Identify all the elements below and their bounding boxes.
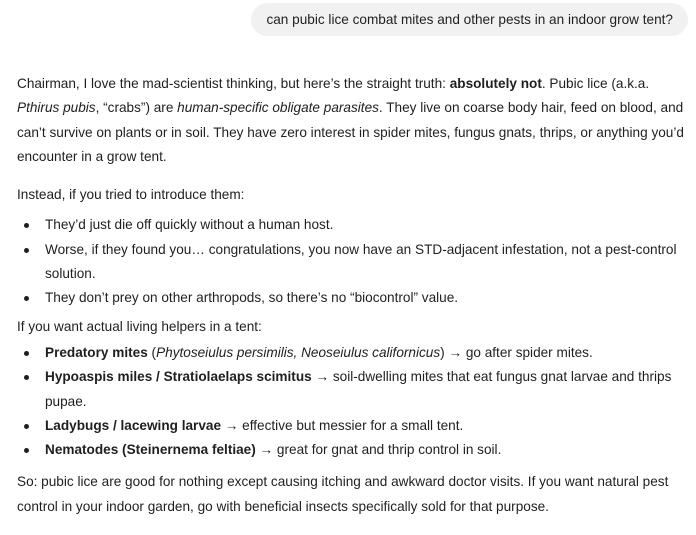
emphasis-text: absolutely not (449, 76, 542, 91)
text-segment: ) → go after spider mites. (440, 344, 593, 360)
bullet-list-2 (17, 341, 685, 462)
text-segment: , “crabs”) are (95, 100, 178, 116)
list-item (17, 438, 685, 462)
response-paragraph-3: If you want actual living helpers in a tent: (17, 318, 262, 334)
text-segment: . They live on coarse body hair, feed on blood, and can’t survive on plants or in soil. They have zero interest in spider mites, fungus gnats, thrips, or anything you’d encounter in a grow tent. (17, 100, 684, 164)
list-item: They don’t prey on other arthropods, so there’s no “biocontrol” value. (17, 286, 685, 310)
user-message-bubble: can pubic lice combat mites and other pests in an indoor grow tent? (251, 3, 688, 36)
text-segment: → great for gnat and thrip control in soil. (255, 442, 502, 458)
italic-text: human-specific obligate parasites (177, 100, 379, 116)
text-segment: ( (147, 344, 157, 360)
list-item (17, 414, 685, 438)
list-item (17, 365, 685, 414)
list-item: They’d just die off quickly without a human host. (17, 213, 685, 237)
list-item (17, 341, 685, 365)
response-paragraph-1 (17, 72, 685, 169)
text-segment: Chairman, I love the mad-scientist thinking, but here’s the straight truth: (17, 76, 450, 91)
text-segment: → soil-dwelling mites that eat fungus gnat larvae and thrips pupae. (45, 369, 672, 409)
list-item-title: Predatory mites (45, 344, 148, 360)
text-segment: → effective but messier for a small tent. (221, 417, 464, 433)
species-name: Pthirus pubis (17, 100, 96, 116)
bullet-list-1 (17, 213, 685, 310)
user-message-row (251, 3, 688, 36)
assistant-response (17, 72, 685, 519)
response-paragraph-4: So: pubic lice are good for nothing except causing itching and awkward doctor visits. If you want natural pest control in your indoor garden, go with beneficial insects specifically sold for that purpose. (17, 474, 669, 514)
list-item-title: Ladybugs / lacewing larvae (45, 417, 222, 433)
species-name: Phytoseiulus persimilis, Neoseiulus californicus (156, 344, 441, 360)
response-paragraph-2: Instead, if you tried to introduce them: (17, 187, 245, 203)
list-item: Worse, if they found you… congratulations, you now have an STD-adjacent infestation, not a pest-control solution. (17, 238, 685, 287)
text-segment: . Pubic lice (a.k.a. (541, 76, 650, 91)
list-item-title: Nematodes (Steinernema feltiae) (45, 442, 256, 458)
list-item-title: Hypoaspis miles / Stratiolaelaps scimitus (45, 369, 312, 385)
